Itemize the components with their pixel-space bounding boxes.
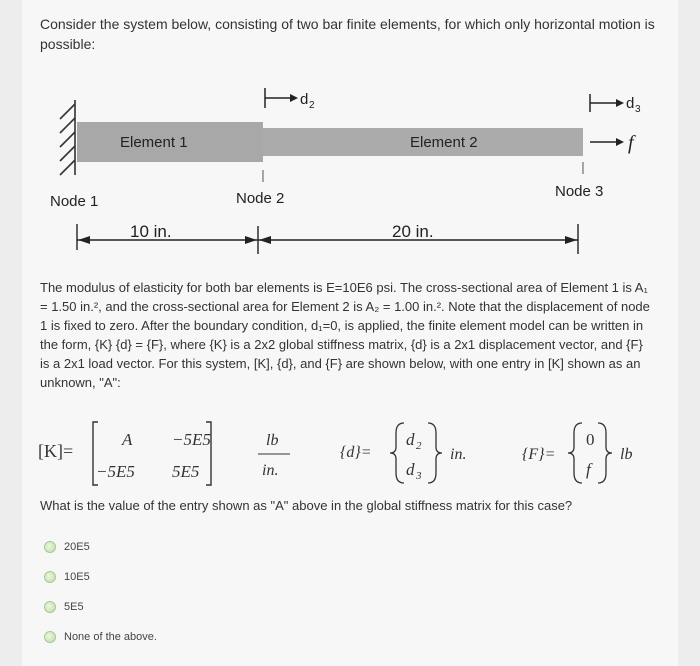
node2-label: Node 2 [236, 190, 285, 207]
d-label: {d}= [340, 444, 372, 461]
d3-arrow [590, 94, 624, 112]
radio-button[interactable] [44, 601, 56, 613]
d-entry2: d [406, 460, 415, 479]
fixed-support [60, 100, 75, 175]
k21-value: −5E5 [96, 462, 135, 481]
option-10e5[interactable] [44, 571, 90, 583]
force-label: f [628, 132, 634, 154]
option-20e5[interactable] [44, 541, 90, 553]
radio-button[interactable] [44, 541, 56, 553]
k12-value: −5E5 [172, 430, 211, 449]
problem-description: The modulus of elasticity for both bar elements is E=10E6 psi. The cross-sectional area of Element 1 is A₁ = 1.50 in.², and the cross-sectional area for Element 2 is A₂ = 1.00 in.². Note that the displacement of node 1 is fixed to zero. After the boundary condition, d₁=0, is applied, the finite element model can be written in the form, {K} {d} = {F}, where {K} is a 2x2 global stiffness matrix, {d} is a 2x1 displacement vector, and {F} is a 2x1 load vector. For this system, [K], {d}, and {F} are shown below, with one entry in [K] shown as an unknown, "A": [40, 280, 650, 390]
f-label: {F}= [522, 446, 556, 463]
node1-label: Node 1 [50, 193, 99, 210]
k-label: [K]= [38, 441, 74, 461]
f-entry1: 0 [586, 430, 595, 449]
d-entry2-subscript: 3 [416, 470, 422, 482]
option-5e5[interactable] [44, 601, 84, 613]
force-arrow [590, 138, 624, 146]
option-label: None of the above. [64, 631, 157, 643]
d2-subscript: 2 [309, 100, 315, 111]
k-unit-denominator: in. [262, 462, 279, 479]
d-entry1-subscript: 2 [416, 440, 422, 452]
equations [0, 415, 700, 490]
element2-label: Element 2 [410, 134, 478, 151]
length1-label: 10 in. [130, 222, 172, 241]
d3-subscript: 3 [635, 104, 641, 115]
d2-arrow [265, 88, 298, 108]
option-label: 10E5 [64, 571, 90, 583]
node3-label: Node 3 [555, 183, 604, 200]
d2-label: d [300, 91, 309, 108]
radio-button[interactable] [44, 631, 56, 643]
bar-diagram [0, 0, 700, 280]
element1-label: Element 1 [120, 134, 188, 151]
question-text: What is the value of the entry shown as "A" above in the global stiffness matrix for this case? [40, 498, 573, 513]
f-entry2: f [586, 460, 591, 479]
d-unit: in. [450, 446, 467, 463]
intro-text: Consider the system below, consisting of two bar finite elements, for which only horizontal motion is possible: [40, 16, 655, 52]
d-entry1: d [406, 430, 415, 449]
k11-unknown: A [122, 430, 133, 449]
k-unit-numerator: lb [266, 432, 279, 449]
k22-value: 5E5 [172, 462, 200, 481]
d3-label: d [626, 95, 635, 112]
length2-label: 20 in. [392, 222, 434, 241]
option-none[interactable] [44, 631, 157, 643]
f-unit: lb [620, 446, 633, 463]
option-label: 20E5 [64, 541, 90, 553]
option-label: 5E5 [64, 601, 84, 613]
radio-button[interactable] [44, 571, 56, 583]
